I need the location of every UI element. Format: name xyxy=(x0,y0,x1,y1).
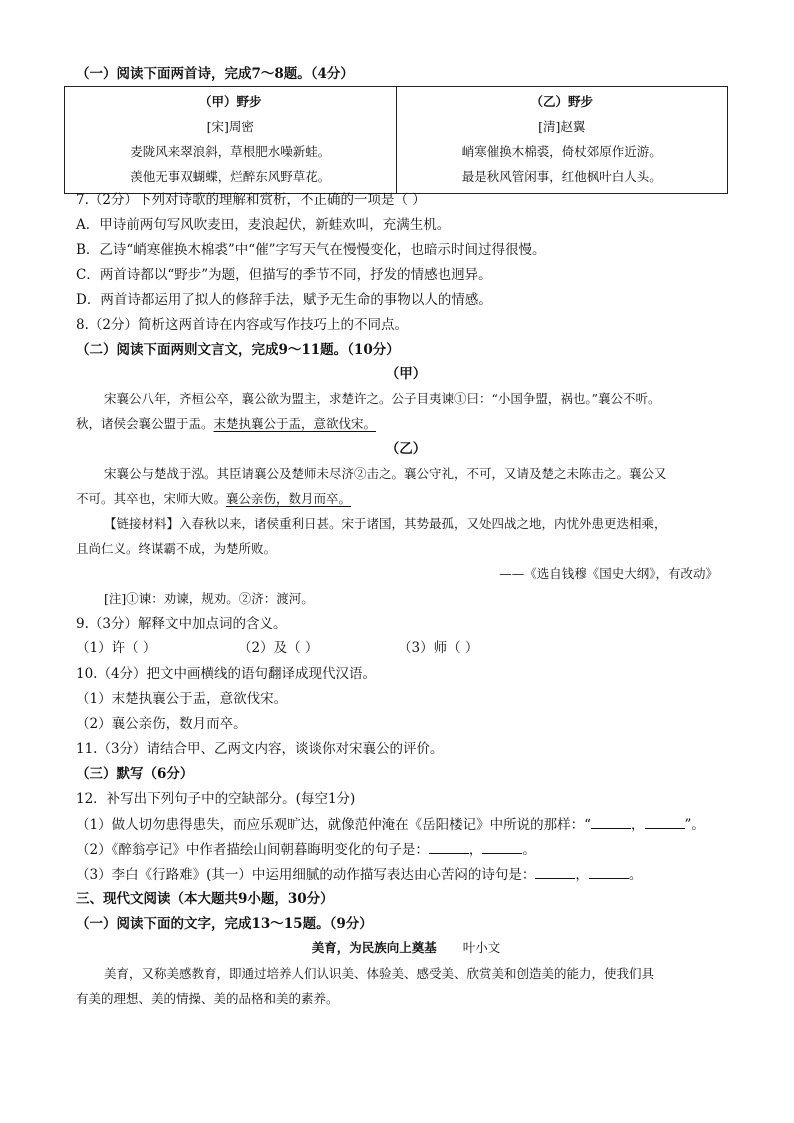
article-title: 美育，为民族向上奠基 xyxy=(311,940,437,955)
poems-table xyxy=(64,86,728,194)
q10-item-1: （1）末楚执襄公于盂，意欲伐宋。 xyxy=(76,691,288,707)
part3-sub-heading: （一）阅读下面的文字，完成13～15题。（9分） xyxy=(76,916,373,932)
q7-option-b: B．乙诗“峭寒催换木棉裘”中“催”字写天气在慢慢变化，也暗示时间过得很慢。 xyxy=(76,242,546,258)
comma: ， xyxy=(575,867,589,883)
comma: ， xyxy=(631,817,645,833)
section2-heading: （二）阅读下面两则文言文，完成9～11题。（10分） xyxy=(76,342,400,358)
article-para-line2: 有美的理想、美的情操、美的品格和美的素养。 xyxy=(76,991,339,1006)
question-10: 10.（4分）把文中画横线的语句翻译成现代汉语。 xyxy=(76,666,377,682)
q7-option-d: D．两首诗都运用了拟人的修辞手法，赋予无生命的事物以人的情感。 xyxy=(76,292,492,308)
text-b-underlined-sentence: 襄公亲伤，数月而卒。 xyxy=(226,491,352,506)
comma: ， xyxy=(468,842,483,858)
period: 。 xyxy=(628,867,643,883)
annotation-note: [注]①谏：劝谏，规劝。②济：渡河。 xyxy=(104,591,314,606)
answer-blank[interactable] xyxy=(535,864,575,879)
poem-a-line2: 羡他无事双蝴蝶，烂醉东风野草花。 xyxy=(130,169,331,184)
text-b-label: （乙） xyxy=(385,441,427,457)
q12-item-1-text: （1）做人切勿患得患失，而应乐观旷达，就像范仲淹在《岳阳楼记》中所说的那样：“ xyxy=(76,817,591,833)
q12-item-3-text: （3）李白《行路难》(其一）中运用细腻的动作描写表达由心苦闷的诗句是： xyxy=(76,867,536,883)
text-a-line2 xyxy=(76,414,736,434)
q10-item-2: （2）襄公亲伤，数月而卒。 xyxy=(76,716,247,732)
q7-option-c: C．两首诗都以“野步”为题，但描写的季节不同，抒发的情感也迥异。 xyxy=(76,267,492,283)
poem-b-title: （乙）野步 xyxy=(530,94,593,109)
question-9: 9.（3分）解释文中加点词的含义。 xyxy=(76,616,287,632)
text-b-line1: 宋襄公与楚战于泓。其臣请襄公及楚师未尽济②击之。襄公守礼，不可，又请及楚之未陈击之。襄公又 xyxy=(104,466,667,481)
poem-a-author: [宋]周密 xyxy=(206,119,254,134)
answer-blank[interactable] xyxy=(589,864,629,879)
article-title-line xyxy=(76,938,736,958)
q12-item-2 xyxy=(76,839,736,860)
poem-b-line2: 最是秋风管闲事，红他枫叶白人头。 xyxy=(461,169,662,184)
section3-heading: （三）默写（6分） xyxy=(76,766,194,782)
question-8: 8.（2分）简析这两首诗在内容或写作技巧上的不同点。 xyxy=(76,317,408,333)
close-quote: ”。 xyxy=(684,817,705,833)
question-12: 12．补写出下列句子中的空缺部分。(每空1分) xyxy=(76,791,356,807)
question-7: 7.（2分）下列对诗歌的理解和赏析，不正确的一项是（ ） xyxy=(76,192,426,208)
part3-heading: 三、现代文阅读（本大题共9小题，30分） xyxy=(76,891,334,907)
section1-heading: （一）阅读下面两首诗，完成7～8题。（4分） xyxy=(76,66,354,82)
text-a-label: （甲） xyxy=(385,366,427,382)
answer-blank[interactable] xyxy=(645,814,685,829)
text-b-line2 xyxy=(76,489,736,509)
answer-blank[interactable] xyxy=(429,839,469,854)
q12-item-2-text: （2）《醉翁亭记》中作者描绘山间朝暮晦明变化的句子是： xyxy=(76,842,429,858)
q12-item-1 xyxy=(76,814,736,835)
poem-a-line1: 麦陇风来翠浪斜，草根肥水噪新蛙。 xyxy=(130,144,331,159)
poem-b-author: [清]赵翼 xyxy=(538,119,586,134)
q12-item-3 xyxy=(76,864,736,885)
poem-a-cell xyxy=(65,87,397,194)
poem-b-cell xyxy=(396,87,728,194)
text-b-line2-plain: 不可。其卒也，宋师大败。 xyxy=(76,491,227,506)
poem-a-title: （甲）野步 xyxy=(198,94,262,109)
text-a-line1: 宋襄公八年，齐桓公卒，襄公欲为盟主，求楚许之。公子目夷谏①曰：“小国争盟，祸也。”襄公不听。 xyxy=(104,391,661,406)
q9-item-3: （3）师（ ） xyxy=(398,640,479,656)
q7-option-a: A．甲诗前两句写风吹麦田，麦浪起伏，新蛙欢叫，充满生机。 xyxy=(76,217,451,233)
answer-blank[interactable] xyxy=(591,814,631,829)
answer-blank[interactable] xyxy=(482,839,522,854)
q9-item-1: （1）许（ ） xyxy=(76,640,157,656)
source-citation: ——《选自钱穆《国史大纲》，有改动》 xyxy=(499,566,718,581)
poem-b-line1: 峭寒催换木棉裘，倚杖郊原作近游。 xyxy=(461,144,662,159)
question-11: 11.（3分）请结合甲、乙两文内容，谈谈你对宋襄公的评价。 xyxy=(76,741,444,757)
period: 。 xyxy=(522,842,536,858)
q9-items xyxy=(76,638,736,658)
text-a-underlined-sentence: 末楚执襄公于盂，意欲伐宋。 xyxy=(213,416,377,431)
link-material-line2: 且尚仁义。终谋霸不成，为楚所败。 xyxy=(76,541,277,556)
link-material-line1: 【链接材料】入春秋以来，诸侯重利日甚。宋于诸国，其势最孤，又处四战之地，内忧外患更迭相乘， xyxy=(104,516,667,531)
article-para-line1: 美育，又称美感教育，即通过培养人们认识美、体验美、感受美、欣赏美和创造美的能力，使我们具 xyxy=(104,966,655,981)
text-a-line2-plain: 秋，诸侯会襄公盟于盂。 xyxy=(76,416,214,431)
q9-item-2: （2）及（ ） xyxy=(238,640,319,656)
article-author: 叶小文 xyxy=(462,940,501,955)
